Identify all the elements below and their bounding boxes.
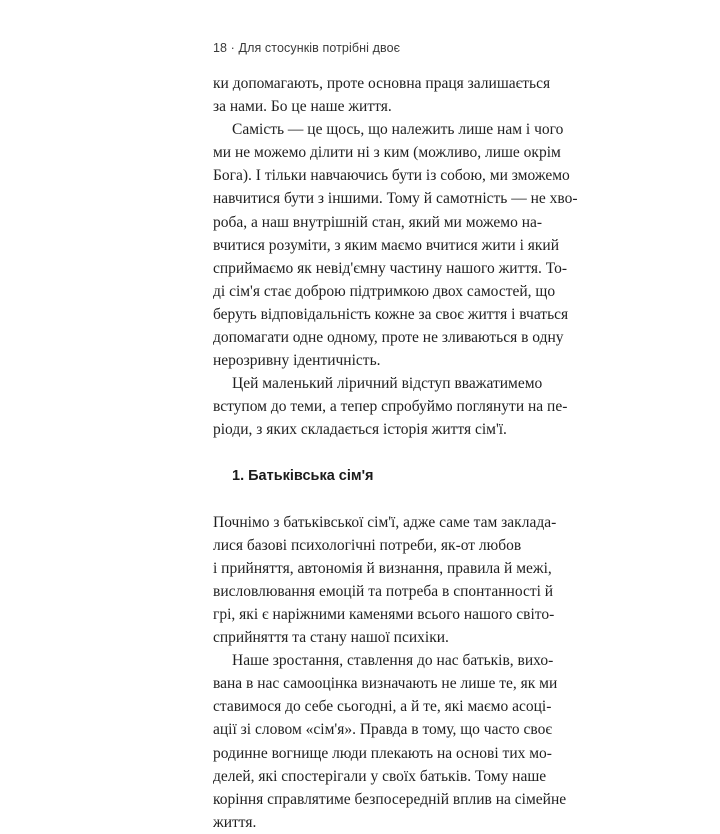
text-line: і прийняття, автономія й визнання, правила й межі,	[213, 559, 552, 577]
text-line: життя.	[213, 813, 257, 831]
section-heading: 1. Батьківська сім'я	[232, 467, 374, 484]
text-line: родинне вогнище люди плекають на основі тих мо-	[213, 744, 552, 762]
text-line: Самість — це щось, що належить лише нам і чого	[232, 121, 564, 139]
text-line: ки допомагають, проте основна праця залишається	[213, 75, 551, 92]
text-line: Наше зростання, ставлення до нас батьків, вихо-	[232, 652, 554, 670]
text-line: ставимося до себе сьогодні, а й те, які маємо асоці-	[213, 698, 552, 716]
text-line: вчитися розуміти, з яким маємо вчитися жити і який	[213, 236, 560, 254]
running-head: 18 · Для стосунків потрібні двоє	[213, 41, 401, 55]
text-line: сприймаємо як невід'ємну частину нашого життя. То-	[213, 259, 568, 277]
text-line: вступом до теми, а тепер спробуймо поглянути на пе-	[213, 398, 568, 416]
section-spacer	[213, 442, 509, 465]
text-line: висловлювання емоцій та потреба в спонтанності й	[213, 582, 554, 600]
text-line: Почнімо з батьківської сім'ї, адже саме там заклада-	[213, 513, 557, 531]
text-line: ації зі словом «сім'я». Правда в тому, що часто своє	[213, 721, 553, 739]
text-line: роба, а наш внутрішній стан, який ми можемо на-	[213, 213, 543, 231]
text-line: вана в нас самооцінка визначають не лише те, як ми	[213, 675, 558, 693]
paragraph-digression	[213, 372, 568, 441]
text-line: грі, які є наріжними каменями всього нашого світо-	[213, 605, 555, 623]
text-line: нерозривну ідентичність.	[213, 352, 381, 370]
text-line: ми не можемо ділити ні з ким (можливо, лише окрім	[213, 144, 561, 162]
text-line: ріоди, з яких складається історія життя сім'ї.	[213, 421, 507, 439]
text-line: допомагати одне одному, проте не зливаються в одну	[213, 329, 564, 347]
paragraph-growing-up	[213, 649, 567, 834]
text-line: лися базові психологічні потреби, як-от любов	[213, 536, 522, 554]
text-line: беруть відповідальність кожне за своє життя і вчаться	[213, 305, 569, 323]
text-line: навчитися бути з іншими. Тому й самотність — не хво-	[213, 190, 578, 208]
text-line: за нами. Бо це наше життя.	[213, 98, 392, 116]
text-line: коріння справлятиме безпосередній вплив на сімейне	[213, 790, 567, 808]
paragraph-continuation	[213, 72, 551, 118]
text-line: Цей маленький ліричний відступ вважатимемо	[232, 375, 543, 393]
text-line: Бога). І тільки навчаючись бути із собою, ми зможемо	[213, 167, 570, 185]
text-line: сприйняття та стану нашої психіки.	[213, 629, 449, 647]
page-body	[213, 72, 578, 834]
text-line: ді сім'я стає доброю підтримкою двох самостей, що	[213, 282, 556, 300]
text-line: делей, які спостерігали у своїх батьків. Тому наше	[213, 767, 547, 785]
paragraph-selfhood	[213, 118, 578, 372]
paragraph-parental-family	[213, 511, 557, 650]
